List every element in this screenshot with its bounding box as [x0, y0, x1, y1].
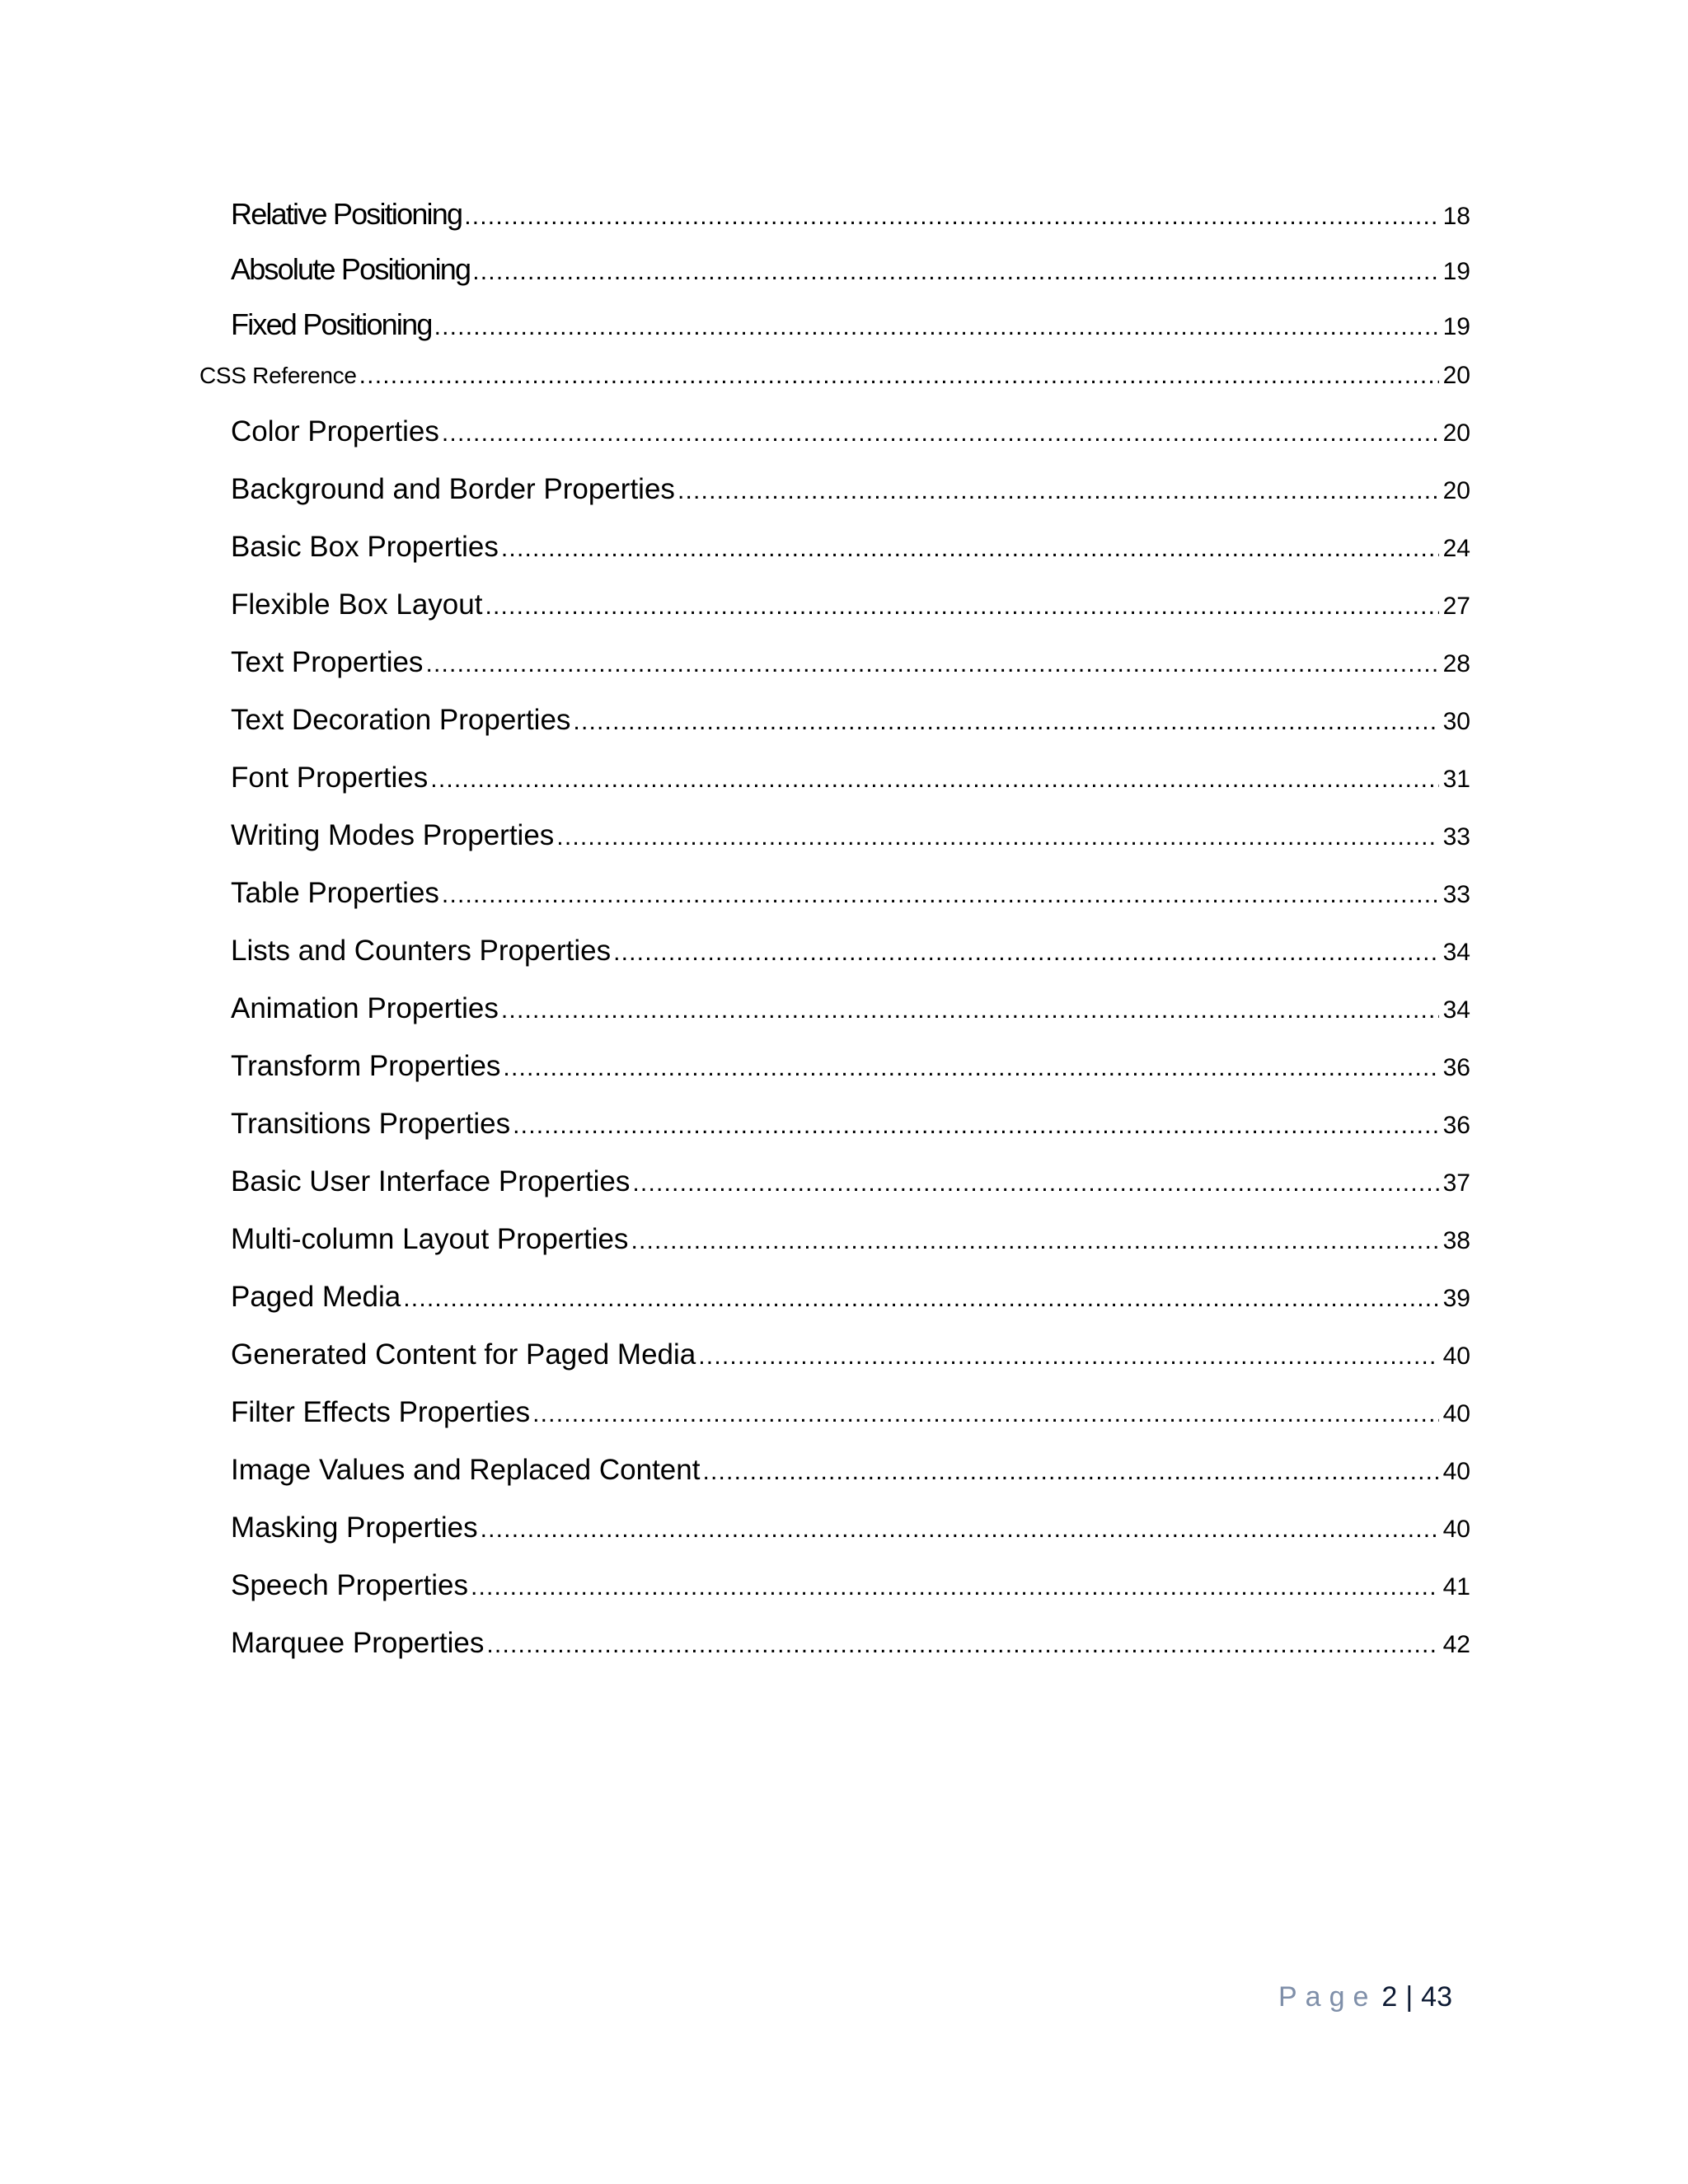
toc-entry-absolute-positioning[interactable]: [231, 246, 1470, 293]
toc-entry-page: 40: [1442, 1400, 1470, 1427]
dot-leader: [359, 353, 1439, 399]
toc-entry-page: 41: [1442, 1573, 1470, 1601]
toc-entry-title: Paged Media: [231, 1281, 401, 1313]
toc-entry-page: 24: [1442, 535, 1470, 562]
toc-entry-title: Multi-column Layout Properties: [231, 1223, 629, 1255]
dot-leader: [513, 1103, 1439, 1149]
dot-leader: [556, 814, 1439, 860]
toc-entry-title: Basic Box Properties: [231, 531, 499, 563]
dot-leader: [532, 1391, 1439, 1437]
toc-entry-title: Flexible Box Layout: [231, 588, 483, 621]
toc-entry-color-properties[interactable]: [231, 409, 1470, 455]
toc-entry-title: Masking Properties: [231, 1511, 478, 1544]
toc-entry-page: 28: [1442, 650, 1470, 677]
toc-entry-title: Filter Effects Properties: [231, 1396, 531, 1428]
toc-entry-image-values-replaced-content[interactable]: [231, 1447, 1470, 1493]
toc-entry-page: 40: [1442, 1458, 1470, 1485]
toc-entry-paged-media[interactable]: [231, 1274, 1470, 1320]
toc-entry-title: Color Properties: [231, 415, 439, 448]
toc-entry-title: Lists and Counters Properties: [231, 935, 612, 967]
toc-entry-basic-box-properties[interactable]: [231, 524, 1470, 570]
toc-entry-page: 42: [1442, 1631, 1470, 1658]
toc-entry-page: 36: [1442, 1054, 1470, 1081]
toc-entry-animation-properties[interactable]: [231, 986, 1470, 1032]
toc-entry-masking-properties[interactable]: [231, 1505, 1470, 1551]
toc-entry-page: 20: [1442, 362, 1470, 389]
toc-entry-lists-counters-properties[interactable]: [231, 928, 1470, 974]
dot-leader: [573, 699, 1439, 745]
toc-entry-title: Marquee Properties: [231, 1627, 485, 1659]
toc-entry-page: 20: [1442, 477, 1470, 504]
toc-entry-title: Relative Positioning: [231, 197, 462, 231]
toc-entry-title: Image Values and Replaced Content: [231, 1454, 701, 1486]
toc-entry-page: 19: [1442, 258, 1470, 285]
toc-entry-title: Animation Properties: [231, 992, 499, 1024]
toc-entry-page: 19: [1442, 313, 1470, 340]
dot-leader: [430, 757, 1439, 803]
dot-leader: [702, 1449, 1439, 1495]
dot-leader: [403, 1276, 1439, 1322]
toc-entry-generated-content-paged-media[interactable]: [231, 1332, 1470, 1378]
toc-entry-page: 34: [1442, 996, 1470, 1024]
toc-entry-writing-modes-properties[interactable]: [231, 813, 1470, 859]
toc-entry-multi-column-layout-properties[interactable]: [231, 1216, 1470, 1263]
toc-entry-speech-properties[interactable]: [231, 1563, 1470, 1609]
toc-entry-title: Transform Properties: [231, 1050, 501, 1082]
toc-entry-page: 31: [1442, 766, 1470, 793]
toc-entry-relative-positioning[interactable]: [231, 191, 1470, 237]
dot-leader: [698, 1333, 1439, 1380]
dot-leader: [472, 249, 1439, 295]
toc-entry-text-properties[interactable]: [231, 640, 1470, 686]
toc-entry-title: Font Properties: [231, 762, 429, 794]
toc-entry-title: CSS Reference: [199, 363, 357, 388]
dot-leader: [471, 1564, 1439, 1610]
page-word: Page: [1278, 1981, 1377, 2013]
toc-entry-transform-properties[interactable]: [231, 1043, 1470, 1090]
toc-entry-text-decoration-properties[interactable]: [231, 697, 1470, 743]
dot-leader: [442, 410, 1439, 457]
dot-leader: [501, 526, 1439, 572]
dot-leader: [631, 1218, 1439, 1264]
dot-leader: [464, 194, 1439, 240]
toc-entry-page: 33: [1442, 881, 1470, 908]
toc-entry-title: Speech Properties: [231, 1569, 468, 1601]
toc-entry-title: Writing Modes Properties: [231, 819, 555, 851]
toc-entry-basic-ui-properties[interactable]: [231, 1159, 1470, 1205]
toc-entry-marquee-properties[interactable]: [231, 1620, 1470, 1666]
dot-leader: [501, 987, 1439, 1033]
toc-entry-page: 34: [1442, 939, 1470, 966]
toc-entry-title: Text Properties: [231, 646, 424, 678]
dot-leader: [503, 1045, 1439, 1091]
current-page-number: 2: [1381, 1981, 1398, 2013]
toc-entry-table-properties[interactable]: [231, 870, 1470, 916]
toc-entry-page: 27: [1442, 593, 1470, 620]
toc-entry-transitions-properties[interactable]: [231, 1101, 1470, 1147]
toc-entry-background-border-properties[interactable]: [231, 466, 1470, 513]
toc-entry-title: Background and Border Properties: [231, 473, 675, 505]
dot-leader: [434, 304, 1439, 350]
toc-entry-page: 38: [1442, 1227, 1470, 1254]
dot-leader: [486, 1622, 1439, 1668]
toc-entry-title: Basic User Interface Properties: [231, 1165, 631, 1197]
toc-entry-page: 36: [1442, 1112, 1470, 1139]
toc-entry-page: 37: [1442, 1169, 1470, 1197]
page-separator: |: [1405, 1981, 1414, 2013]
toc-entry-css-reference[interactable]: [199, 353, 1470, 399]
toc-entry-title: Absolute Positioning: [231, 252, 471, 286]
total-pages-number: 43: [1421, 1981, 1452, 2013]
dot-leader: [613, 930, 1439, 976]
toc-entry-page: 39: [1442, 1285, 1470, 1312]
toc-entry-page: 40: [1442, 1516, 1470, 1543]
toc-entry-title: Transitions Properties: [231, 1108, 511, 1140]
toc-entry-page: 40: [1442, 1343, 1470, 1370]
dot-leader: [632, 1160, 1439, 1207]
toc-entry-filter-effects-properties[interactable]: [231, 1390, 1470, 1436]
toc-entry-title: Fixed Positioning: [231, 307, 432, 341]
dot-leader: [442, 872, 1439, 918]
dot-leader: [481, 1507, 1439, 1553]
dot-leader: [485, 583, 1439, 630]
toc-entry-flexible-box-layout[interactable]: [231, 582, 1470, 628]
toc-entry-font-properties[interactable]: [231, 755, 1470, 801]
toc-entry-page: 18: [1442, 203, 1470, 230]
toc-entry-page: 33: [1442, 823, 1470, 851]
page-footer: [1278, 1976, 1452, 2018]
dot-leader: [425, 641, 1439, 687]
toc-entry-title: Generated Content for Paged Media: [231, 1338, 696, 1371]
toc-entry-page: 30: [1442, 708, 1470, 735]
toc-entry-title: Text Decoration Properties: [231, 704, 571, 736]
dot-leader: [678, 468, 1439, 514]
toc-entry-page: 20: [1442, 419, 1470, 447]
toc-entry-title: Table Properties: [231, 877, 439, 909]
toc-entry-fixed-positioning[interactable]: [231, 302, 1470, 348]
